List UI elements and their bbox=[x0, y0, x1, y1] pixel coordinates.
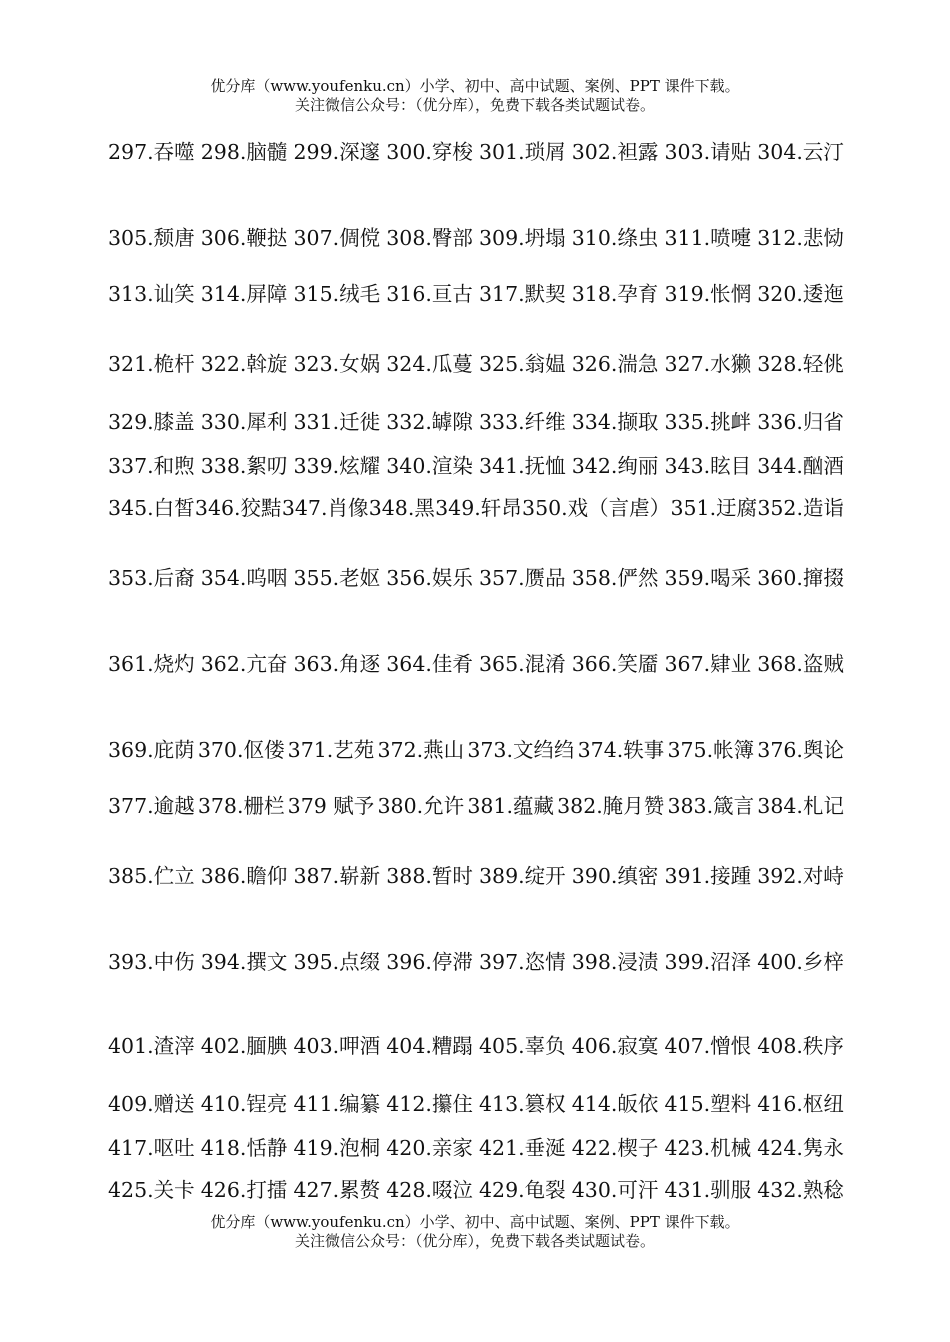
word-item: 321.桅杆 bbox=[108, 352, 195, 376]
word-item: 356.娱乐 bbox=[386, 566, 473, 590]
word-item: 402.腼腆 bbox=[200, 1034, 288, 1058]
word-item: 304.云汀 bbox=[757, 140, 844, 164]
word-item: 332.罅隙 bbox=[386, 410, 473, 434]
word-item: 395.点缀 bbox=[293, 950, 381, 974]
word-item: 403.呷酒 bbox=[293, 1034, 381, 1058]
word-item: 377.逾越 bbox=[108, 794, 195, 818]
word-item: 308.臀部 bbox=[386, 226, 473, 250]
word-item: 418.恬静 bbox=[200, 1136, 288, 1160]
word-item: 299.深邃 bbox=[293, 140, 381, 164]
footer-line-1: 优分库（www.youfenku.cn）小学、初中、高中试题、案例、PPT 课件下载。 bbox=[210, 1213, 740, 1231]
word-item: 398.浸渍 bbox=[571, 950, 659, 974]
word-item: 430.可汗 bbox=[571, 1178, 659, 1202]
word-item: 393.中伤 bbox=[108, 950, 195, 974]
word-item: 374.轶事 bbox=[577, 738, 665, 762]
word-item: 419.泡桐 bbox=[293, 1136, 381, 1160]
word-item: 376.舆论 bbox=[757, 738, 844, 762]
word-item: 329.膝盖 bbox=[108, 410, 195, 434]
word-item: 399.沼泽 bbox=[664, 950, 752, 974]
word-item: 333.纤维 bbox=[479, 410, 566, 434]
word-row bbox=[108, 863, 844, 903]
word-item: 313.讪笑 bbox=[108, 282, 195, 306]
word-item: 353.后裔 bbox=[108, 566, 195, 590]
word-item: 381.蕴藏 bbox=[467, 794, 554, 818]
word-item: 305.颓唐 bbox=[108, 226, 195, 250]
word-row bbox=[108, 651, 844, 691]
word-item: 409.赠送 bbox=[108, 1092, 195, 1116]
word-item: 324.瓜蔓 bbox=[386, 352, 473, 376]
word-item: 358.俨然 bbox=[571, 566, 659, 590]
word-item: 375.帐簿 bbox=[667, 738, 755, 762]
word-item: 372.燕山 bbox=[377, 738, 465, 762]
word-item: 379 赋予 bbox=[287, 794, 375, 818]
word-item: 427.累赘 bbox=[293, 1178, 381, 1202]
word-item: 350.戏（言虐） bbox=[522, 496, 671, 520]
word-item: 297.吞噬 bbox=[108, 140, 195, 164]
word-item: 339.炫耀 bbox=[293, 454, 381, 478]
word-item: 345.白皙 bbox=[108, 496, 195, 520]
word-item: 400.乡梓 bbox=[757, 950, 844, 974]
word-row bbox=[108, 1177, 844, 1217]
word-item: 396.停滞 bbox=[386, 950, 473, 974]
word-item: 415.塑料 bbox=[664, 1092, 752, 1116]
word-item: 343.眩目 bbox=[664, 454, 752, 478]
word-item: 361.烧灼 bbox=[108, 652, 195, 676]
word-item: 341.抚恤 bbox=[479, 454, 566, 478]
header-line-2: 关注微信公众号：（优分库），免费下载各类试题试卷。 bbox=[294, 96, 655, 114]
word-row bbox=[108, 1135, 844, 1175]
word-item: 383.箴言 bbox=[667, 794, 755, 818]
word-row bbox=[108, 453, 844, 493]
word-item: 325.翁媪 bbox=[479, 352, 566, 376]
word-item: 346.狡黠 bbox=[194, 496, 282, 520]
word-item: 391.接踵 bbox=[664, 864, 752, 888]
word-item: 397.恣情 bbox=[479, 950, 566, 974]
word-item: 314.屏障 bbox=[200, 282, 288, 306]
header-line-1: 优分库（www.youfenku.cn）小学、初中、高中试题、案例、PPT 课件下载。 bbox=[210, 77, 740, 95]
word-item: 300.穿梭 bbox=[386, 140, 473, 164]
word-row bbox=[108, 409, 844, 449]
word-item: 387.崭新 bbox=[293, 864, 381, 888]
word-item: 373.文绉绉 bbox=[467, 738, 575, 762]
word-item: 335.挑衅 bbox=[664, 410, 752, 434]
word-item: 412.攥住 bbox=[386, 1092, 473, 1116]
word-item: 312.悲恸 bbox=[757, 226, 844, 250]
word-item: 368.盗贼 bbox=[757, 652, 844, 676]
word-item: 362.亢奋 bbox=[200, 652, 288, 676]
word-item: 310.绦虫 bbox=[571, 226, 659, 250]
word-item: 390.缜密 bbox=[571, 864, 659, 888]
word-item: 423.机械 bbox=[664, 1136, 752, 1160]
word-item: 420.亲家 bbox=[386, 1136, 473, 1160]
word-row bbox=[108, 225, 844, 265]
word-item: 366.笑靥 bbox=[571, 652, 659, 676]
word-item: 334.撷取 bbox=[571, 410, 659, 434]
word-item: 367.肄业 bbox=[664, 652, 752, 676]
word-item: 344.酗酒 bbox=[757, 454, 844, 478]
word-item: 394.撰文 bbox=[200, 950, 288, 974]
word-item: 428.啜泣 bbox=[386, 1178, 473, 1202]
word-item: 411.编纂 bbox=[293, 1092, 381, 1116]
word-row bbox=[108, 139, 844, 179]
word-item: 417.呕吐 bbox=[108, 1136, 195, 1160]
word-item: 429.龟裂 bbox=[479, 1178, 566, 1202]
word-row bbox=[108, 1091, 844, 1131]
word-row bbox=[108, 737, 844, 777]
word-item: 365.混淆 bbox=[479, 652, 566, 676]
word-item: 340.渲染 bbox=[386, 454, 473, 478]
word-item: 311.喷嚏 bbox=[664, 226, 752, 250]
word-item: 363.角逐 bbox=[293, 652, 381, 676]
word-item: 405.辜负 bbox=[479, 1034, 566, 1058]
word-item: 347.肖像 bbox=[281, 496, 369, 520]
word-item: 352.造诣 bbox=[757, 496, 844, 520]
word-item: 414.皈依 bbox=[571, 1092, 659, 1116]
word-item: 369.庇荫 bbox=[108, 738, 195, 762]
word-item: 421.垂涎 bbox=[479, 1136, 566, 1160]
word-item: 431.驯服 bbox=[664, 1178, 752, 1202]
word-item: 432.熟稔 bbox=[757, 1178, 844, 1202]
word-item: 298.脑髓 bbox=[200, 140, 288, 164]
word-item: 426.打擂 bbox=[200, 1178, 288, 1202]
word-item: 378.栅栏 bbox=[197, 794, 285, 818]
word-row bbox=[108, 949, 844, 989]
word-item: 316.亘古 bbox=[386, 282, 473, 306]
word-item: 351.迂腐 bbox=[670, 496, 758, 520]
word-item: 357.赝品 bbox=[479, 566, 566, 590]
word-item: 424.隽永 bbox=[757, 1136, 844, 1160]
word-item: 384.札记 bbox=[757, 794, 844, 818]
word-item: 338.絮叨 bbox=[200, 454, 288, 478]
page-header bbox=[0, 77, 950, 115]
word-item: 354.呜咽 bbox=[200, 566, 288, 590]
word-item: 392.对峙 bbox=[757, 864, 844, 888]
word-item: 326.湍急 bbox=[571, 352, 659, 376]
word-item: 315.绒毛 bbox=[293, 282, 381, 306]
word-item: 303.请贴 bbox=[664, 140, 752, 164]
word-item: 425.关卡 bbox=[108, 1178, 195, 1202]
word-item: 337.和煦 bbox=[108, 454, 195, 478]
word-item: 323.女娲 bbox=[293, 352, 381, 376]
word-item: 382.腌月赞 bbox=[557, 794, 665, 818]
word-item: 307.倜傥 bbox=[293, 226, 381, 250]
word-item: 360.撺掇 bbox=[757, 566, 844, 590]
word-row bbox=[108, 281, 844, 321]
word-item: 371.艺苑 bbox=[287, 738, 375, 762]
word-row bbox=[108, 793, 844, 833]
word-item: 389.绽开 bbox=[479, 864, 566, 888]
word-item: 330.犀利 bbox=[200, 410, 288, 434]
page-footer bbox=[0, 1213, 950, 1251]
word-item: 302.袒露 bbox=[571, 140, 659, 164]
word-item: 318.孕育 bbox=[571, 282, 659, 306]
word-item: 404.糟蹋 bbox=[386, 1034, 473, 1058]
word-item: 370.伛偻 bbox=[197, 738, 285, 762]
word-item: 408.秩序 bbox=[757, 1034, 844, 1058]
word-item: 422.楔子 bbox=[571, 1136, 659, 1160]
word-item: 385.伫立 bbox=[108, 864, 195, 888]
word-item: 406.寂寞 bbox=[571, 1034, 659, 1058]
word-item: 306.鞭挞 bbox=[200, 226, 288, 250]
word-item: 328.轻佻 bbox=[757, 352, 844, 376]
word-item: 407.憎恨 bbox=[664, 1034, 752, 1058]
word-item: 309.坍塌 bbox=[479, 226, 566, 250]
word-item: 348.黑 bbox=[368, 496, 435, 520]
word-item: 319.怅惘 bbox=[664, 282, 752, 306]
word-row bbox=[108, 565, 844, 605]
footer-line-2: 关注微信公众号：（优分库），免费下载各类试题试卷。 bbox=[294, 1232, 655, 1250]
word-item: 401.渣滓 bbox=[108, 1034, 195, 1058]
word-item: 322.斡旋 bbox=[200, 352, 288, 376]
word-item: 317.默契 bbox=[479, 282, 566, 306]
word-item: 355.老妪 bbox=[293, 566, 381, 590]
word-row bbox=[108, 1033, 844, 1073]
word-item: 413.篡权 bbox=[479, 1092, 566, 1116]
word-item: 349.轩昂 bbox=[435, 496, 522, 520]
word-item: 386.瞻仰 bbox=[200, 864, 288, 888]
word-item: 380.允许 bbox=[377, 794, 465, 818]
word-item: 327.水獭 bbox=[664, 352, 752, 376]
word-item: 359.喝采 bbox=[664, 566, 752, 590]
word-item: 320.逶迤 bbox=[757, 282, 844, 306]
word-item: 336.归省 bbox=[757, 410, 844, 434]
word-row bbox=[108, 351, 844, 391]
word-item: 416.枢纽 bbox=[757, 1092, 844, 1116]
word-item: 364.佳肴 bbox=[386, 652, 473, 676]
word-row bbox=[108, 495, 844, 535]
word-item: 342.绚丽 bbox=[571, 454, 659, 478]
word-item: 388.暂时 bbox=[386, 864, 473, 888]
word-item: 301.琐屑 bbox=[479, 140, 566, 164]
word-item: 410.锃亮 bbox=[200, 1092, 288, 1116]
word-item: 331.迁徙 bbox=[293, 410, 381, 434]
